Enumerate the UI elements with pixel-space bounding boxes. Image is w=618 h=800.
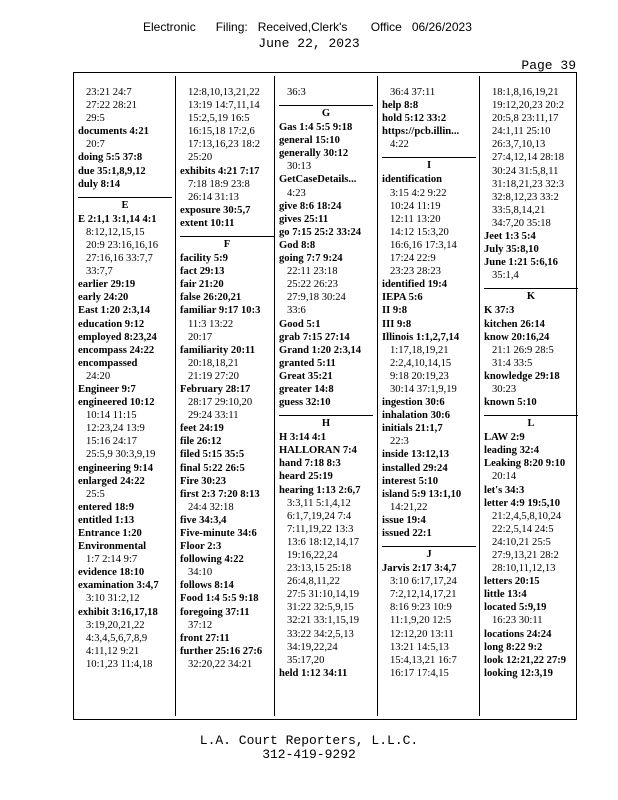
section-letter: L [484,415,578,431]
index-reference: 8:12,12,15,15 [86,226,145,238]
index-reference: 21:19 27:20 [188,370,239,382]
index-reference: 15:4,13,21 16:7 [390,654,457,666]
index-term: enlarged 24:22 [78,475,145,487]
index-term: encompass 24:22 [78,344,155,356]
index-term: Good 5:1 [279,318,321,330]
index-term: hand 7:18 8:3 [279,458,341,470]
index-reference: 37:12 [188,619,213,631]
index-term: due 35:1,8,9,12 [78,165,146,177]
index-reference: 20:9 23:16,16,16 [86,239,159,251]
index-reference: 21:1 26:9 28:5 [492,344,554,356]
index-term: give 8:6 18:24 [279,200,342,212]
index-reference: 20:14 [492,471,517,483]
index-reference: 15:2,5,19 16:5 [188,113,250,125]
index-reference: 35:1,4 [492,270,519,282]
index-reference: 36:3 [287,87,306,98]
column-divider [377,76,378,716]
index-reference: 25:20 [188,152,213,164]
index-term: interest 5:10 [382,475,438,487]
index-reference: 3:15 4:2 9:22 [390,187,447,199]
index-term: II 9:8 [382,305,408,317]
index-reference: 14:21,22 [390,501,428,513]
index-term: known 5:10 [484,397,537,409]
index-term: engineered 10:12 [78,397,155,409]
index-term: E 2:1,1 3:1,14 4:1 [78,213,157,225]
index-reference: 10:24 11:19 [390,200,441,212]
index-term: exposure 30:5,7 [180,204,251,216]
index-term: encompassed [78,357,138,369]
section-letter: I [382,157,476,173]
index-term: God 8:8 [279,239,316,251]
index-term: Food 1:4 5:5 9:18 [180,593,259,605]
index-term: feet 24:19 [180,423,224,435]
index-term: gives 25:11 [279,213,329,225]
index-reference: 16:17 17:4,15 [390,667,449,679]
index-term: five 34:3,4 [180,514,227,526]
index-reference: 7:18 18:9 23:8 [188,178,250,190]
index-term: Jeet 1:3 5:4 [484,231,536,243]
index-term: first 2:3 7:20 8:13 [180,488,260,500]
index-term: facility 5:9 [180,253,228,265]
index-reference: 23:13,15 25:18 [287,563,352,575]
index-reference: 20:17 [188,331,213,343]
index-reference: 13:19 14:7,11,14 [188,100,260,112]
index-term: Floor 2:3 [180,541,222,553]
index-term: filed 5:15 35:5 [180,449,245,461]
index-reference: 30:23 [492,383,517,395]
index-reference: 3:19,20,21,22 [86,619,145,631]
index-term: February 28:17 [180,383,251,395]
index-term: help 8:8 [382,100,419,112]
index-term: look 12:21,22 27:9 [484,654,567,666]
index-term: further 25:16 27:6 [180,645,263,657]
index-term: issue 19:4 [382,514,426,526]
index-term: HALLORAN 7:4 [279,445,357,457]
index-reference: 29:5 [86,113,105,125]
index-term: held 1:12 34:11 [279,667,348,679]
reporter-phone: 312-419-9292 [262,747,356,762]
index-reference: 16:6,16 17:3,14 [390,239,457,251]
index-reference: 6:1,7,19,24 7:4 [287,510,352,522]
index-term: long 8:22 9:2 [484,641,543,653]
index-term: Leaking 8:20 9:10 [484,458,566,470]
index-reference: 22:11 23:18 [287,266,338,278]
index-reference: 27:4,12,14 28:18 [492,152,565,164]
index-reference: 4:22 [390,139,409,151]
index-term: general 15:10 [279,135,340,147]
index-reference: 10:1,23 11:4,18 [86,658,153,670]
index-reference: 34:10 [188,567,213,579]
index-term: examination 3:4,7 [78,580,159,592]
index-term: know 20:16,24 [484,331,550,343]
index-term: doing 5:5 37:8 [78,152,143,164]
index-term: Grand 1:20 2:3,14 [279,344,362,356]
index-term: inside 13:12,13 [382,449,450,461]
index-term: inhalation 30:6 [382,410,450,422]
index-reference: 16:15,18 17:2,6 [188,126,255,138]
index-reference: 3:10 6:17,17,24 [390,576,457,588]
index-term: ingestion 30:6 [382,397,445,409]
section-letter: F [180,236,274,252]
index-term: locations 24:24 [484,628,552,640]
index-term: IEPA 5:6 [382,292,423,304]
page-number: Page 39 [521,58,576,73]
section-letter: K [484,288,578,304]
index-column-5 [484,86,578,680]
index-term: foregoing 37:11 [180,606,250,618]
index-term: file 26:12 [180,436,222,448]
column-divider [479,76,480,716]
index-reference: 8:16 9:23 10:9 [390,602,452,614]
index-reference: 27:9,18 30:24 [287,292,346,304]
index-term: let's 34:3 [484,484,525,496]
index-term: letters 20:15 [484,576,540,588]
index-term: Gas 1:4 5:5 9:18 [279,122,353,134]
index-reference: 1:17,18,19,21 [390,344,449,356]
index-term: located 5:9,19 [484,602,547,614]
index-term: duly 8:14 [78,178,121,190]
index-term: greater 14:8 [279,383,334,395]
index-reference: 3:3,11 5:1,4,12 [287,497,351,509]
index-reference: 23:23 28:23 [390,266,441,278]
index-reference: 12:12,20 13:11 [390,628,454,640]
index-term: granted 5:11 [279,357,336,369]
index-reference: 24:1,11 25:10 [492,126,551,138]
index-reference: 19:12,20,23 20:2 [492,100,565,112]
reporter-name: L.A. Court Reporters, L.L.C. [199,733,419,748]
index-reference: 27:5 31:10,14,19 [287,589,360,601]
index-reference: 12:23,24 13:9 [86,423,145,435]
index-reference: 30:24 31:5,8,11 [492,165,559,177]
index-reference: 33:6 [287,305,306,317]
index-reference: 34:7,20 35:18 [492,217,551,229]
index-reference: 17:24 22:9 [390,253,436,265]
index-term: familiar 9:17 10:3 [180,305,261,317]
index-reference: 17:13,16,23 18:2 [188,139,261,151]
index-reference: 22:3 [390,436,409,448]
index-reference: 33:5,8,14,21 [492,204,546,216]
index-term: earlier 29:19 [78,279,136,291]
index-term: grab 7:15 27:14 [279,331,350,343]
index-term: familiarity 20:11 [180,344,256,356]
index-reference: 26:4,8,11,22 [287,576,340,588]
index-reference: 32:20,22 34:21 [188,658,253,670]
index-term: final 5:22 26:5 [180,462,245,474]
index-term: documents 4:21 [78,126,149,138]
index-reference: 15:16 24:17 [86,436,137,448]
index-term: little 13:4 [484,589,527,601]
index-term: going 7:7 9:24 [279,253,343,265]
index-reference: 26:14 31:13 [188,191,239,203]
index-reference: 11:1,9,20 12:5 [390,615,452,627]
index-reference: 34:19,22,24 [287,641,338,653]
index-column-3 [279,86,373,680]
index-term: engineering 9:14 [78,462,154,474]
index-reference: 18:1,8,16,19,21 [492,87,559,98]
index-reference: 3:10 31:2,12 [86,593,140,605]
index-reference: 33:22 34:2,5,13 [287,628,354,640]
index-reference: 7:2,12,14,17,21 [390,589,457,601]
index-reference: 21:2,4,5,8,10,24 [492,510,562,522]
index-reference: 33:7,7 [86,266,113,278]
index-term: Entrance 1:20 [78,528,142,539]
index-term: go 7:15 25:2 33:24 [279,226,362,238]
index-term: entered 18:9 [78,501,134,513]
index-term: Great 35:21 [279,370,333,382]
index-reference: 20:5,8 23:11,17 [492,113,559,125]
index-reference: 16:23 30:11 [492,615,543,627]
index-reference: 31:22 32:5,9,15 [287,602,354,614]
index-reference: 30:13 [287,161,312,173]
index-reference: 31:4 33:5 [492,357,533,369]
section-letter: H [279,415,373,431]
index-term: Fire 30:23 [180,475,226,487]
index-term: exhibits 4:21 7:17 [180,165,260,177]
index-reference: 20:7 [86,139,105,151]
index-term: hearing 1:13 2:6,7 [279,484,361,496]
index-reference: 31:18,21,23 32:3 [492,178,565,190]
index-term: Illinois 1:1,2,7,14 [382,331,460,343]
index-term: identification [382,174,443,186]
index-term: K 37:3 [484,305,515,317]
index-reference: 28:17 29:10,20 [188,397,253,409]
index-term: looking 12:3,19 [484,667,553,679]
section-letter: G [279,105,373,121]
index-term: leading 32:4 [484,445,540,457]
index-term: employed 8:23,24 [78,331,157,343]
index-reference: 25:22 26:23 [287,279,338,291]
index-term: evidence 18:10 [78,567,145,579]
index-reference: 13:21 14:5,13 [390,641,449,653]
index-column-4 [382,86,476,680]
index-reference: 29:24 33:11 [188,410,239,422]
index-term: East 1:20 2:3,14 [78,305,151,317]
index-reference: 25:5 [86,488,105,500]
index-reference: 27:9,13,21 28:2 [492,550,559,561]
index-term: early 24:20 [78,292,129,304]
index-column-1 [78,86,172,671]
index-reference: 4:3,4,5,6,7,8,9 [86,632,148,644]
section-letter: J [382,546,476,562]
index-term: June 1:21 5:6,16 [484,257,558,269]
index-term: kitchen 26:14 [484,318,545,330]
index-reference: 4:11,12 9:21 [86,645,140,657]
index-term: follows 8:14 [180,580,234,592]
index-term: entitled 1:13 [78,514,135,526]
index-term: Jarvis 2:17 3:4,7 [382,563,457,575]
index-reference: 28:10,11,12,13 [492,563,556,575]
index-reference: 11:3 13:22 [188,318,234,330]
index-term: extent 10:11 [180,217,235,229]
index-reference: 36:4 37:11 [390,87,436,98]
index-term: H 3:14 4:1 [279,432,327,444]
index-term: Five-minute 34:6 [180,528,257,539]
index-term: letter 4:9 19:5,10 [484,497,560,509]
index-term: fact 29:13 [180,266,225,278]
column-divider [175,76,176,716]
index-term: fair 21:20 [180,279,224,291]
index-reference: 24:10,21 25:5 [492,536,551,548]
index-reference: 13:6 18:12,14,17 [287,536,360,548]
column-divider [274,76,275,716]
index-reference: 12:11 13:20 [390,213,441,225]
index-term: generally 30:12 [279,148,349,160]
index-reference: 24:20 [86,370,111,382]
index-reference: 25:5,9 30:3,9,19 [86,449,156,461]
index-term: knowledge 29:18 [484,370,560,382]
index-reference: 30:14 37:1,9,19 [390,383,457,395]
index-column-2 [180,86,274,671]
index-term: July 35:8,10 [484,244,539,256]
index-reference: 10:14 11:15 [86,410,137,422]
index-term: Environmental [78,541,147,553]
index-term: III 9:8 [382,318,412,330]
index-reference: 14:12 15:3,20 [390,226,449,238]
index-term: following 4:22 [180,554,244,566]
index-reference: 19:16,22,24 [287,550,338,561]
index-term: education 9:12 [78,318,145,330]
index-reference: 1:7 2:14 9:7 [86,554,138,566]
index-term: GetCaseDetails... [279,174,357,186]
index-term: installed 29:24 [382,462,448,474]
index-term: island 5:9 13:1,10 [382,488,462,500]
index-term: guess 32:10 [279,397,331,409]
index-term: LAW 2:9 [484,432,525,444]
filing-stamp: Electronic Filing: Received,Clerk's Office 06/26/2023 [143,20,472,34]
index-reference: 7:11,19,22 13:3 [287,523,354,535]
index-reference: 9:18 20:19,23 [390,370,449,382]
index-term: identified 19:4 [382,279,448,291]
index-reference: 22:2,5,14 24:5 [492,523,554,535]
index-reference: 20:18,18,21 [188,357,239,369]
index-reference: 24:4 32:18 [188,501,234,513]
index-reference: 32:8,12,23 33:2 [492,191,559,203]
index-term: exhibit 3:16,17,18 [78,606,158,618]
hearing-date: June 22, 2023 [258,36,360,51]
index-reference: 32:21 33:1,15,19 [287,615,360,627]
section-letter: E [78,197,172,213]
index-term: initials 21:1,7 [382,423,443,435]
index-reference: 27:22 28:21 [86,100,137,112]
index-reference: 2:2,4,10,14,15 [390,357,452,369]
index-term: issued 22:1 [382,528,432,539]
index-term: heard 25:19 [279,471,333,483]
index-reference: 12:8,10,13,21,22 [188,87,260,98]
index-reference: 23:21 24:7 [86,87,132,98]
index-reference: 4:23 [287,187,306,199]
index-term: hold 5:12 33:2 [382,113,447,125]
index-term: false 26:20,21 [180,292,242,304]
index-term: https://pcb.illin... [382,126,460,138]
index-reference: 35:17,20 [287,654,325,666]
index-reference: 27:16,16 33:7,7 [86,253,153,265]
index-term: Engineer 9:7 [78,383,136,395]
index-reference: 26:3,7,10,13 [492,139,546,151]
index-term: front 27:11 [180,632,230,644]
